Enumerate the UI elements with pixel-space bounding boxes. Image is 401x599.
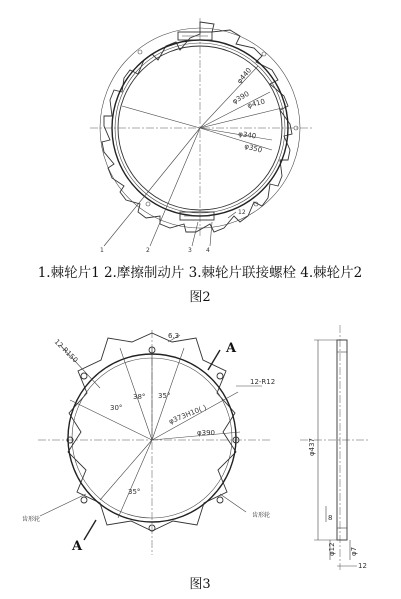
note-left-label: 齿形轮 <box>22 516 41 523</box>
leader-label-3: 3 <box>188 247 192 254</box>
fig3-hole <box>81 497 87 503</box>
section-view <box>300 325 370 570</box>
dim-63-label: 6.3 <box>168 332 180 340</box>
dim-line-left <box>122 106 200 128</box>
angle-35-bottom-label: 35° <box>128 488 141 496</box>
dim-r12-label: 12-R12 <box>250 378 276 386</box>
dim-r150-label: 12-R150 <box>52 337 80 365</box>
leader-line-1 <box>104 128 200 246</box>
dim-line-390b <box>152 432 240 440</box>
fig2-hole <box>262 52 266 56</box>
dim-410-label: φ410 <box>246 97 266 110</box>
dim-340-label: φ340 <box>237 130 257 141</box>
note-right-label: 齿形轮 <box>252 512 271 519</box>
fig2-caption: 1.棘轮片1 2.摩擦制动片 3.棘轮片联接螺栓 4.棘轮片2 <box>37 265 363 281</box>
dim-w12-label: 12 <box>358 562 367 570</box>
angle-38-label: 38° <box>133 393 146 401</box>
dim-390b-label: φ390 <box>197 429 215 437</box>
fig3-hole <box>217 373 223 379</box>
callout-label-12: 12 <box>238 209 246 216</box>
fig3-hole <box>81 373 87 379</box>
section-hatch-top <box>337 340 347 352</box>
angle-35-top-label: 35° <box>158 392 171 400</box>
fig2-hole <box>146 202 150 206</box>
dim-line-410 <box>200 108 282 128</box>
dim-8-label: 8 <box>328 514 333 522</box>
fig2-label: 图2 <box>189 290 211 305</box>
dim-390-label: φ390 <box>231 89 251 106</box>
leader-label-2: 2 <box>146 247 150 254</box>
fig3-hole <box>217 497 223 503</box>
fig3-label: 图3 <box>189 577 211 592</box>
angle-30-label: 30° <box>110 404 123 412</box>
leader-note-right <box>220 494 246 512</box>
dim-440-label: φ440 <box>235 66 254 86</box>
dim-d7-label: φ7 <box>350 546 358 556</box>
section-mark-bottom <box>84 520 96 540</box>
fig2-hole <box>138 50 142 54</box>
figure-3 <box>22 325 370 592</box>
section-hatch-bottom <box>337 528 347 540</box>
leader-label-4: 4 <box>206 247 210 254</box>
section-label-top: A <box>226 341 237 356</box>
figure-2 <box>38 18 363 305</box>
leader-line-2 <box>150 128 200 246</box>
leader-label-1: 1 <box>100 247 104 254</box>
angle-line <box>100 440 152 500</box>
dim-350-label: φ350 <box>243 142 263 155</box>
leader-note-left <box>40 494 86 516</box>
angle-line <box>118 440 152 518</box>
dim-373-label: φ373H10( ) <box>167 403 208 426</box>
dim-line-340 <box>200 128 272 140</box>
dim-437-label: φ437 <box>308 438 316 456</box>
section-label-bottom: A <box>72 539 83 554</box>
dim-d12-label: φ12 <box>328 542 336 556</box>
leader-line-3 <box>192 222 198 246</box>
